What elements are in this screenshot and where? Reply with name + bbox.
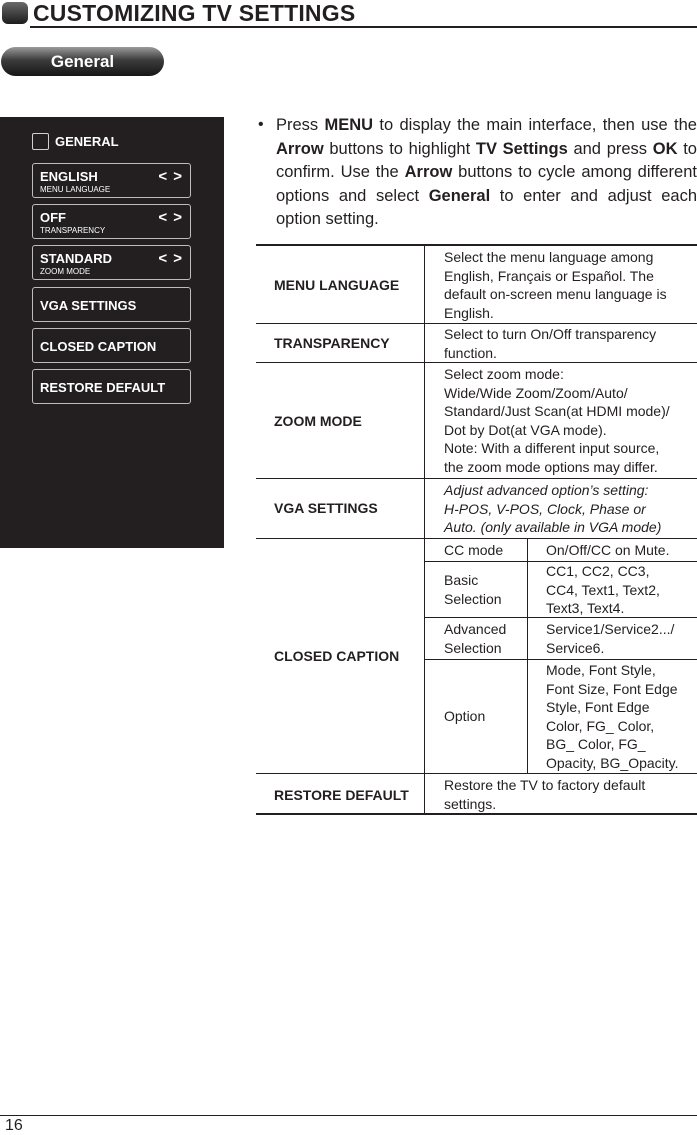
- footer-rule: [0, 1115, 697, 1116]
- table-row-rule: [256, 323, 697, 324]
- table-row-rule: [256, 478, 697, 479]
- cc-value-cc-mode: On/Off/CC on Mute.: [546, 542, 670, 558]
- cc-name-cc-mode: CC mode: [444, 542, 504, 558]
- cc-name-advanced-selection: Advanced Selection: [444, 621, 507, 656]
- row-label-zoom-mode: ZOOM MODE: [274, 413, 362, 429]
- menu-item-value: STANDARD: [40, 251, 112, 266]
- row-label-menu-language: MENU LANGUAGE: [274, 277, 400, 293]
- menu-tv-settings: TV Settings: [475, 139, 568, 158]
- row-label-transparency: TRANSPARENCY: [274, 335, 390, 351]
- header-rule: [30, 26, 697, 28]
- menu-item-label: CLOSED CAPTION: [40, 339, 157, 354]
- instruction-paragraph: Press MENU to display the main interface, then use the Arrow buttons to highlight TV Settings and press OK to confirm. Use the Arrow buttons to cycle among different options and select General to enter and adjust each option setting.: [276, 116, 697, 228]
- left-right-arrows-icon: < >: [158, 250, 183, 267]
- cc-name-basic-selection: Basic Selection: [444, 572, 502, 607]
- menu-item-label: VGA SETTINGS: [40, 298, 137, 313]
- row-desc-zoom-mode: Select zoom mode: Wide/Wide Zoom/Zoom/Auto/ Standard/Just Scan(at HDMI mode)/ Dot by Dot(at VGA mode). Note: With a different input source, the zoom mode options may differ.: [444, 366, 670, 475]
- menu-item-label: RESTORE DEFAULT: [40, 380, 166, 395]
- row-desc-transparency: Select to turn On/Off transparency function.: [444, 326, 657, 361]
- menu-item-zoom-mode: [32, 245, 191, 280]
- table-row-rule: [256, 773, 697, 774]
- page-number: 16: [5, 1117, 23, 1134]
- key-menu: MENU: [324, 116, 374, 134]
- menu-item-label: MENU LANGUAGE: [40, 185, 111, 194]
- page-title: CUSTOMIZING TV SETTINGS: [33, 0, 356, 26]
- row-label-closed-caption: CLOSED CAPTION: [274, 648, 400, 664]
- left-right-arrows-icon: < >: [158, 209, 183, 226]
- key-arrow: Arrow: [276, 139, 324, 158]
- row-desc-restore-default: Restore the TV to factory default settings.: [444, 777, 646, 812]
- table-row-rule: [256, 362, 697, 363]
- menu-item-restore-default: [32, 369, 191, 404]
- menu-item-vga-settings: [32, 287, 191, 322]
- menu-checkbox-icon: [32, 133, 49, 150]
- cc-column-divider: [527, 538, 528, 773]
- menu-general: General: [428, 186, 491, 205]
- cc-name-option: Option: [444, 708, 486, 724]
- tv-menu-panel: [0, 117, 224, 548]
- menu-item-transparency: [32, 204, 191, 239]
- menu-item-label: TRANSPARENCY: [40, 226, 106, 235]
- bullet: •: [258, 116, 264, 133]
- cc-value-option: Mode, Font Style, Font Size, Font Edge Style, Font Edge Color, FG_ Color, BG_ Color, FG_ Opacity, BG_Opacity.: [546, 662, 679, 771]
- menu-item-value: ENGLISH: [40, 169, 98, 184]
- row-label-vga-settings: VGA SETTINGS: [274, 500, 378, 516]
- menu-item-language: [32, 163, 191, 198]
- table-column-divider: [424, 245, 425, 814]
- menu-item-closed-caption: [32, 328, 191, 363]
- row-label-restore-default: RESTORE DEFAULT: [274, 787, 409, 803]
- menu-title: GENERAL: [55, 133, 119, 149]
- table-bottom-rule: [256, 813, 697, 815]
- cc-row-rule: [424, 659, 697, 660]
- cc-value-advanced-selection: Service1/Service2.../ Service6.: [546, 621, 675, 656]
- section-icon: [2, 2, 28, 24]
- table-top-rule: [256, 244, 697, 246]
- menu-item-label: ZOOM MODE: [40, 267, 91, 276]
- key-arrow: Arrow: [404, 163, 453, 181]
- menu-item-value: OFF: [40, 210, 66, 225]
- key-ok: OK: [652, 139, 678, 158]
- row-desc-vga-settings: Adjust advanced option’s setting: H-POS, V-POS, Clock, Phase or Auto. (only available in VGA mode): [444, 482, 662, 535]
- section-tab-general: General: [1, 47, 164, 76]
- table-row-rule: [256, 538, 697, 539]
- left-right-arrows-icon: < >: [158, 168, 183, 185]
- menu-header: [32, 132, 119, 150]
- row-desc-menu-language: Select the menu language among English, Français or Español. The default on-screen menu language is English.: [444, 249, 667, 321]
- cc-value-basic-selection: CC1, CC2, CC3, CC4, Text1, Text2, Text3, Text4.: [546, 563, 660, 616]
